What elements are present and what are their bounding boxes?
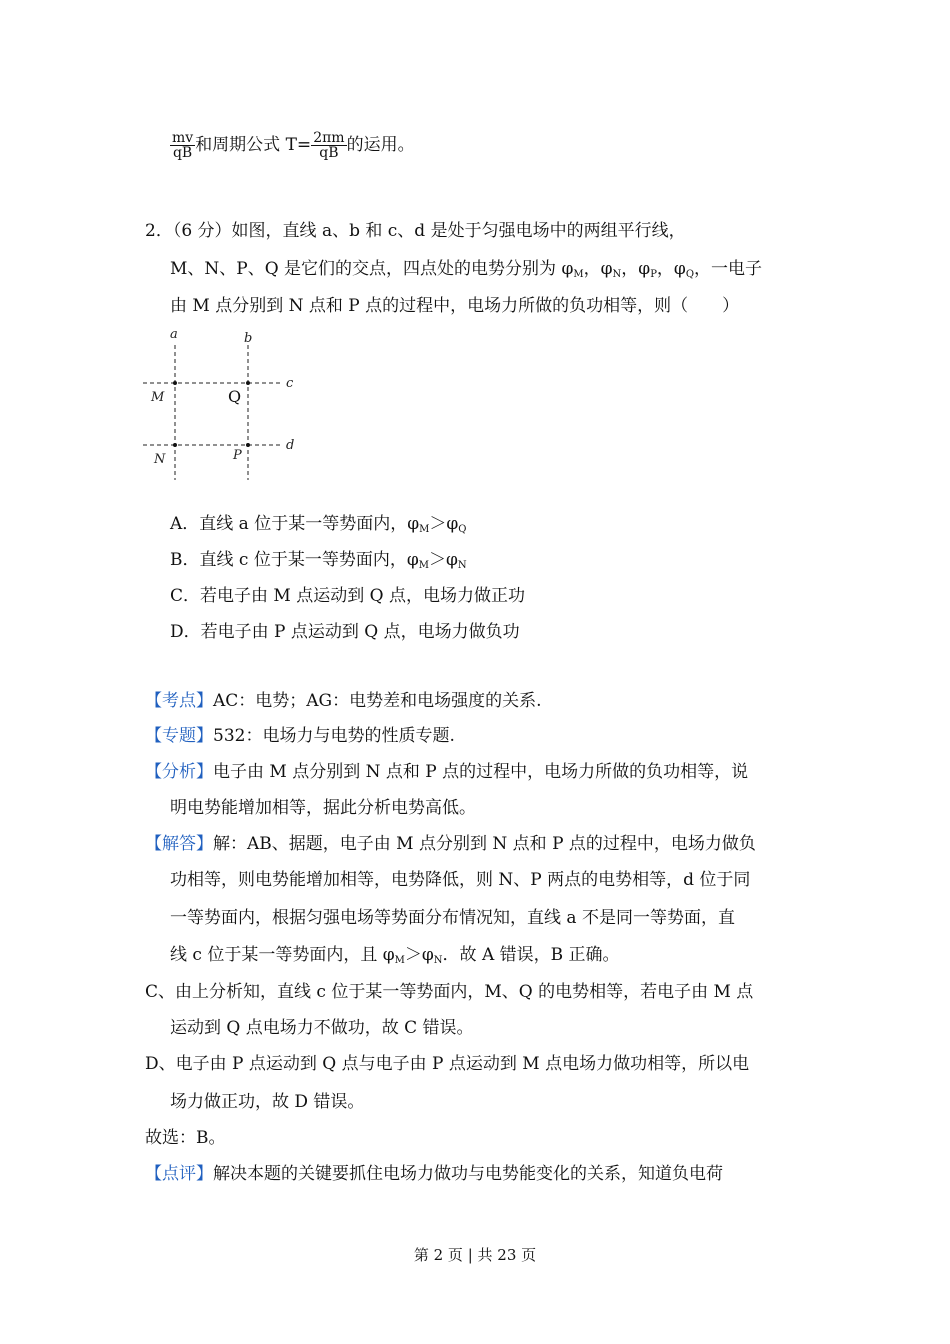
page-footer: 第 2 页 | 共 23 页 (413, 1246, 537, 1264)
jieda-line-4 (170, 943, 620, 973)
option-text: ＞φ (429, 514, 459, 534)
kaodian-text: AC：电势；AG：电势差和电场强度的关系. (213, 691, 542, 711)
option-text: B．直线 c 位于某一等势面内，φ (170, 550, 419, 570)
point-n (173, 443, 177, 447)
fraction-numerator: 2πm (313, 130, 345, 146)
point-p (246, 443, 250, 447)
subscript: Q (458, 524, 467, 535)
zhuanti-tag: 【专题】 (145, 726, 213, 746)
jieda-text: D、电子由 P 点运动到 Q 点与电子由 P 点运动到 M 点电场力做功相等，所以电 (145, 1054, 750, 1074)
jieda-text: 一等势面内，根据匀强电场等势面分布情况知，直线 a 不是同一等势面，直 (170, 908, 735, 928)
dianping-tag: 【点评】 (145, 1164, 213, 1184)
jieda-text: 线 c 位于某一等势面内，且 φ (170, 945, 395, 965)
option-text: ＞φ (428, 550, 458, 570)
fraction-denominator: qB (319, 145, 339, 161)
formula-text-end: 的运用。 (346, 135, 415, 155)
question-line-1 (145, 219, 686, 243)
jieda-text: 运动到 Q 点电场力不做功，故 C 错误。 (170, 1018, 474, 1038)
fenxi-text: 电子由 M 点分别到 N 点和 P 点的过程中，电场力所做的负功相等，说 (213, 762, 749, 782)
option-b (170, 548, 467, 578)
question-text: ，φ (583, 259, 613, 279)
zhuanti-line (145, 724, 455, 748)
subscript: M (419, 524, 430, 535)
label-m: M (151, 390, 165, 405)
subscript: M (418, 560, 429, 571)
subscript: M (573, 269, 584, 280)
question-text: 由 M 点分别到 N 点和 P 点的过程中，电场力所做的负功相等，则（ ） (170, 296, 740, 316)
fenxi-text: 明电势能增加相等，据此分析电势高低。 (170, 798, 476, 818)
question-line-2 (170, 257, 762, 287)
jieda-d-line-1 (145, 1052, 749, 1076)
formula-line (170, 130, 415, 160)
subscript: N (612, 269, 622, 280)
subscript: Q (685, 269, 695, 280)
label-n: N (154, 452, 166, 467)
option-text: D．若电子由 P 点运动到 Q 点，电场力做负功 (170, 622, 520, 642)
point-m (173, 381, 177, 385)
question-text: ，φ (656, 259, 686, 279)
dianping-line (145, 1162, 723, 1186)
option-d (170, 620, 520, 644)
fraction-radius (170, 131, 195, 160)
question-text: M、N、P、Q 是它们的交点，四点处的电势分别为 φ (170, 259, 574, 279)
dianping-text: 解决本题的关键要抓住电场力做功与电势能变化的关系，知道负电荷 (213, 1164, 723, 1184)
jieda-c-line-2 (170, 1016, 474, 1040)
answer-line (145, 1126, 226, 1150)
fraction-period (311, 131, 346, 160)
jieda-tag: 【解答】 (145, 834, 213, 854)
label-b: b (244, 331, 253, 346)
jieda-c-line-1 (145, 980, 753, 1004)
point-q (246, 381, 250, 385)
kaodian-line (145, 689, 542, 713)
fenxi-line-2 (170, 796, 476, 820)
jieda-text: 场力做正功，故 D 错误。 (170, 1092, 365, 1112)
label-q: Q (228, 387, 242, 406)
label-c: c (286, 376, 294, 391)
jieda-d-line-2 (170, 1090, 364, 1114)
formula-text-mid: 和周期公式 T= (195, 135, 312, 155)
question-text: ，一电子 (694, 259, 763, 279)
answer-text: 故选：B。 (145, 1128, 226, 1148)
label-d: d (286, 438, 295, 453)
subscript: M (394, 955, 405, 966)
option-text: A．直线 a 位于某一等势面内，φ (170, 514, 420, 534)
label-a: a (170, 327, 178, 342)
subscript: N (457, 560, 467, 571)
option-c (170, 584, 525, 608)
question-number: 2．（6 分） (145, 221, 232, 241)
jieda-text: ．故 A 错误，B 正确。 (442, 945, 620, 965)
jieda-line-1 (145, 832, 756, 856)
subscript: N (433, 955, 443, 966)
subscript: P (650, 269, 657, 280)
jieda-line-2 (170, 868, 750, 892)
jieda-line-3 (170, 906, 735, 930)
jieda-text: ＞φ (404, 945, 434, 965)
label-p: P (233, 448, 242, 463)
fenxi-line-1 (145, 760, 748, 784)
question-line-3 (170, 294, 739, 318)
fraction-numerator: mv (172, 130, 194, 146)
jieda-text: 功相等，则电势能增加相等，电势降低，则 N、P 两点的电势相等，d 位于同 (170, 870, 751, 890)
jieda-text: C、由上分析知，直线 c 位于某一等势面内，M、Q 的电势相等，若电子由 M 点 (145, 982, 754, 1002)
field-lines-figure (140, 325, 310, 485)
question-text: 如图，直线 a、b 和 c、d 是处于匀强电场中的两组平行线， (231, 221, 686, 241)
zhuanti-text: 532：电场力与电势的性质专题. (213, 726, 455, 746)
option-text: C．若电子由 M 点运动到 Q 点，电场力做正功 (170, 586, 525, 606)
fraction-denominator: qB (172, 145, 193, 161)
kaodian-tag: 【考点】 (145, 691, 213, 711)
jieda-text: 解：AB、据题，电子由 M 点分别到 N 点和 P 点的过程中，电场力做负 (213, 834, 756, 854)
question-text: ，φ (621, 259, 651, 279)
fenxi-tag: 【分析】 (145, 762, 213, 782)
option-a (170, 512, 466, 542)
